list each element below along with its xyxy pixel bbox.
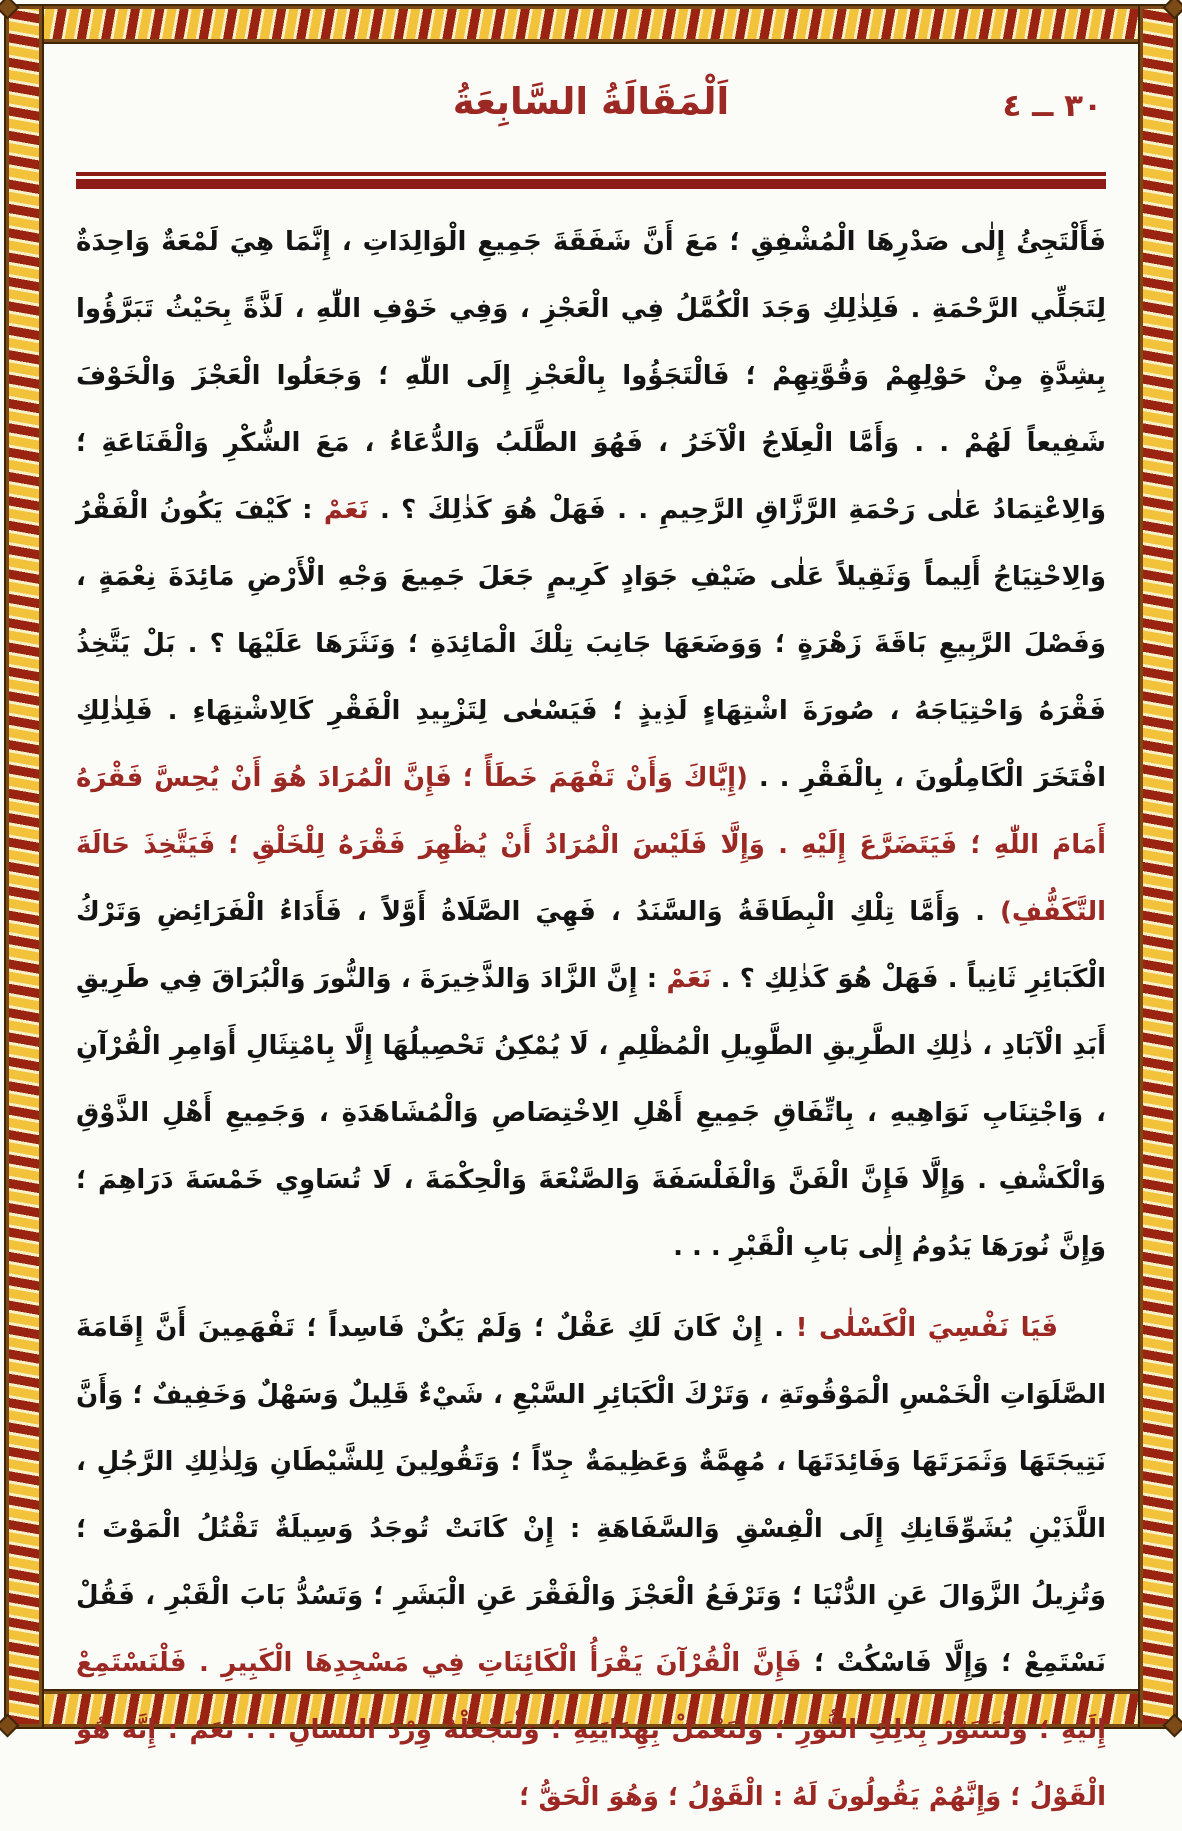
page-header: [76, 58, 1106, 158]
text-segment-red: نَعَمْ: [666, 964, 712, 994]
ornamental-border-right: [1140, 6, 1176, 1727]
title-divider: [76, 172, 1106, 189]
text-segment-red: فَإِنَّ الْقُرْآنَ يَقْرَأُ الْكَائِنَاتِ فِي مَسْجِدِهَا الْكَبِيرِ . فَلْنَسْتَمِعْ إِلَيْهِ ؛ وَلْنَتَنَوَّرْ بِذٰلِكِ النُّورِ ؛ وَلْنَعْمَلْ بِهِدَايَتِهِ ؛ وَلْنَجْعَلْهُ وِرْدَ اللِّسَانِ . . نَعَمْ : إِنَّهُ هُوَ الْقَوْلُ ؛ وَإِنَّهُمْ يَقُولُونَ لَهُ : الْقَوْلُ ؛ وَهُوَ الْحَقُّ ؛: [76, 1648, 1106, 1812]
page-title: اَلْمَقَالَةُ السَّابِعَةُ: [452, 80, 730, 123]
paragraph: [76, 209, 1106, 1281]
body-text: [76, 209, 1106, 1831]
text-segment: . وَأَمَّا تِلْكِ الْبِطَاقَةُ وَالسَّنَدُ ، فَهِيَ الصَّلَاةُ أَوَّلاً ، فَأَدَاءُ الْفَرَائِضِ وَتَرْكُ الْكَبَائِرِ ثَانِياً . فَهَلْ هُوَ كَذٰلِكِ ؟ .: [76, 897, 1106, 994]
ornamental-border-top: [6, 6, 1176, 42]
text-segment-red: (إِيَّاكَ وَأَنْ تَفْهَمَ خَطَأً ؛ فَإِنَّ الْمُرَادَ هُوَ أَنْ يُحِسَّ فَقْرَهُ أَمَامَ اللّٰهِ ؛ فَيَتَضَرَّعَ إِلَيْهِ . وَإِلَّا فَلَيْسَ الْمُرَادُ أَنْ يُظْهِرَ فَقْرَهُ لِلْخَلْقِ ؛ فَيَتَّخِذَ حَالَةَ التَّكَفُّفِ): [76, 763, 1106, 927]
text-segment: : إِنَّ الزَّادَ وَالذَّخِيرَةَ ، وَالنُّورَ وَالْبُرَاقَ فِي طَرِيقِ أَبَدِ الْآبَادِ ، ذٰلِكِ الطَّرِيقِ الطَّوِيلِ الْمُظْلِمِ ، لَا يُمْكِنُ تَحْصِيلُهَا إِلَّا بِامْتِثَالِ أَوَامِرِ الْقُرْآنِ ، وَاجْتِنَابِ نَوَاهِيهِ ، بِاتِّفَاقِ جَمِيعِ أَهْلِ الِاخْتِصَاصِ وَالْمُشَاهَدَةِ ، وَجَمِيعِ أَهْلِ الذَّوْقِ وَالْكَشْفِ . وَإِلَّا فَإِنَّ الْفَنَّ وَالْفَلْسَفَةَ وَالصَّنْعَةَ وَالْحِكْمَةَ ، لَا تُسَاوِي خَمْسَةَ دَرَاهِمَ ؛ وَإِنَّ نُورَهَا يَدُومُ إِلٰى بَابِ الْقَبْرِ . . .: [76, 964, 1106, 1262]
text-segment: : كَيْفَ يَكُونُ الْفَقْرُ وَالِاحْتِيَاجُ أَلِيماً وَثَقِيلاً عَلٰى ضَيْفِ جَوَادٍ كَرِيمٍ جَعَلَ جَمِيعَ وَجْهِ الْأَرْضِ مَائِدَةَ نِعْمَةٍ ، وَفَصْلَ الرَّبِيعِ بَاقَةَ زَهْرَةٍ ؛ وَوَضَعَهَا جَانِبَ تِلْكَ الْمَائِدَةِ ؛ وَنَثَرَهَا عَلَيْهَا ؟ . بَلْ يَتَّخِذُ فَقْرَهُ وَاحْتِيَاجَهُ ، صُورَةَ اشْتِهَاءٍ لَذِيذٍ ؛ فَيَسْعٰى لِتَزْيِيدِ الْفَقْرِ كَالِاشْتِهَاءِ . فَلِذٰلِكِ افْتَخَرَ الْكَامِلُونَ ، بِالْفَقْرِ . .: [76, 495, 1106, 793]
paragraph: [76, 1295, 1106, 1831]
text-segment: . إِنْ كَانَ لَكِ عَقْلٌ ؛ وَلَمْ يَكُنْ فَاسِداً ؛ تَفْهَمِينَ أَنَّ إِقَامَةَ الصَّلَوَاتِ الْخَمْسِ الْمَوْقُوتَةِ ، وَتَرْكَ الْكَبَائِرِ السَّبْعِ ، شَيْءٌ قَلِيلٌ وَسَهْلٌ وَخَفِيفٌ ؛ وَأَنَّ نَتِيجَتَهَا وَثَمَرَتَهَا وَفَائِدَتَهَا ، مُهِمَّةٌ وَعَظِيمَةٌ جِدّاً ؛ وَتَقُولِينَ لِلشَّيْطَانِ وَلِذٰلِكِ الرَّجُلِ ، اللَّذَيْنِ يُشَوِّقَانِكِ إِلَى الْفِسْقِ وَالسَّفَاهَةِ : إِنْ كَانَتْ تُوجَدُ وَسِيلَةٌ تَقْتُلُ الْمَوْتَ ؛ وَتُزِيلُ الزَّوَالَ عَنِ الدُّنْيَا ؛ وَتَرْفَعُ الْعَجْزَ وَالْفَقْرَ عَنِ الْبَشَرِ ؛ وَتَسُدُّ بَابَ الْقَبْرِ ، فَقُلْ نَسْتَمِعْ ؛ وَإِلَّا فَاسْكُتْ ؛: [76, 1313, 1106, 1678]
page-content: [76, 58, 1106, 1812]
text-segment-red: نَعَمْ: [323, 495, 369, 525]
ornamental-border-left: [6, 6, 42, 1727]
text-segment: فَأَلْتَجِئُ إِلٰى صَدْرِهَا الْمُشْفِقِ ؛ مَعَ أَنَّ شَفَقَةَ جَمِيعِ الْوَالِدَاتِ ، إِنَّمَا هِيَ لَمْعَةٌ وَاحِدَةٌ لِتَجَلِّي الرَّحْمَةِ . فَلِذٰلِكِ وَجَدَ الْكُمَّلُ فِي الْعَجْزِ ، وَفِي خَوْفِ اللّٰهِ ، لَذَّةً بِحَيْثُ تَبَرَّؤُوا بِشِدَّةٍ مِنْ حَوْلِهِمْ وَقُوَّتِهِمْ ؛ فَالْتَجَؤُوا بِالْعَجْزِ إِلَى اللّٰهِ ؛ وَجَعَلُوا الْعَجْزَ وَالْخَوْفَ شَفِيعاً لَهُمْ . . وَأَمَّا الْعِلَاجُ الْآخَرُ ، فَهُوَ الطَّلَبُ وَالدُّعَاءُ ، مَعَ الشُّكْرِ وَالْقَنَاعَةِ ؛ وَالِاعْتِمَادُ عَلٰى رَحْمَةِ الرَّزَّاقِ الرَّحِيمِ . . فَهَلْ هُوَ كَذٰلِكَ ؟ .: [76, 227, 1106, 525]
page-number: ٣٠ ــ ٤: [1002, 88, 1102, 124]
text-segment-red: فَيَا نَفْسِيَ الْكَسْلٰى !: [795, 1313, 1058, 1343]
